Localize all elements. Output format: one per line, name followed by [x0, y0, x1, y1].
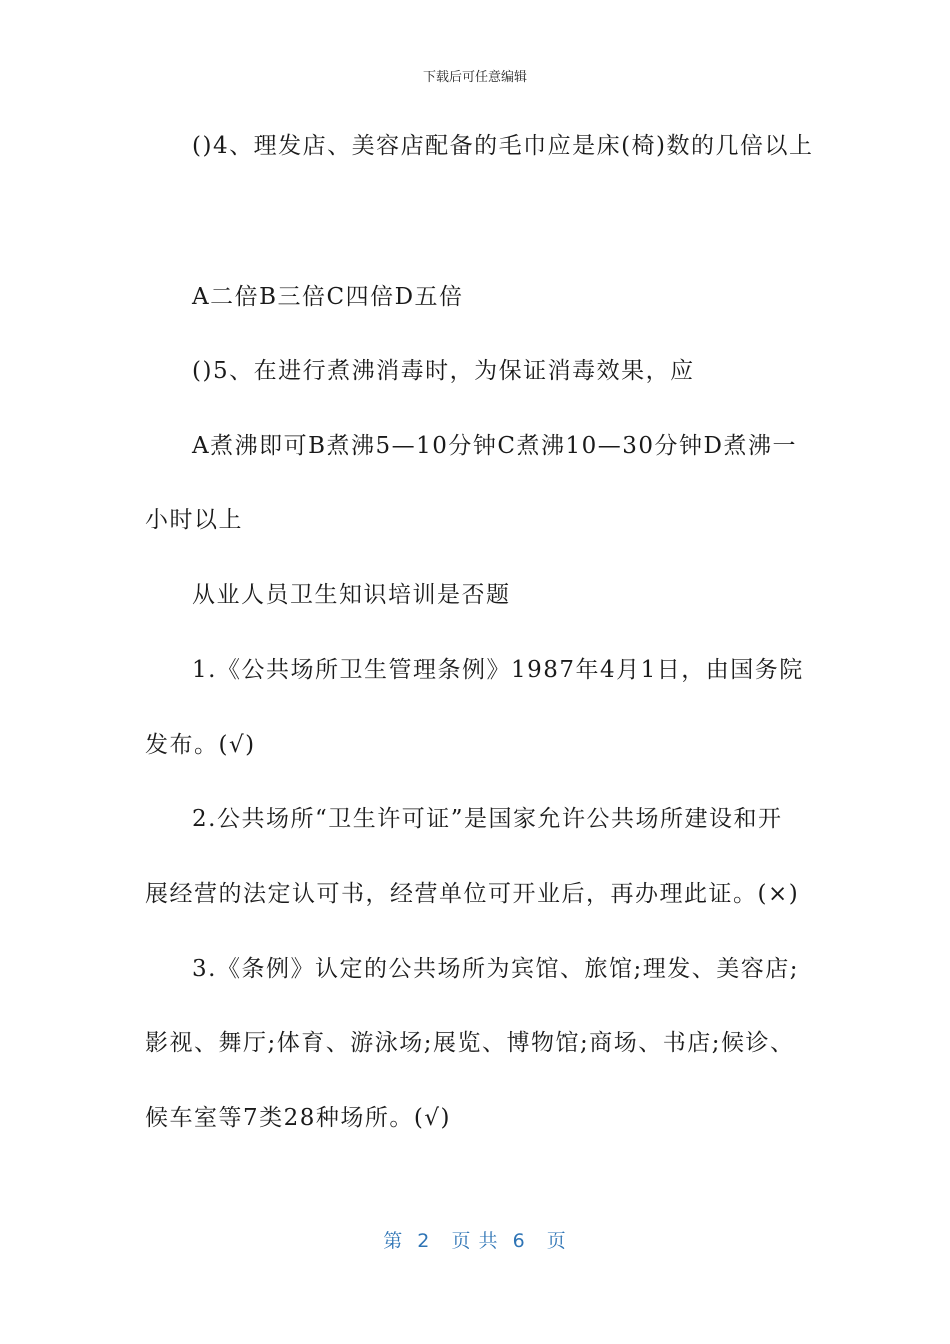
question-4: ()4、理发店、美容店配备的毛巾应是床(椅)数的几倍以上	[192, 133, 814, 159]
item-3: 3.《条例》认定的公共场所为宾馆、旅馆;理发、美容店;	[192, 956, 799, 982]
item-3-continued-2: 候车室等7类28种场所。(√)	[145, 1105, 452, 1131]
item-2: 2.公共场所“卫生许可证”是国家允许公共场所建设和开	[192, 806, 783, 832]
header-note: 下载后可任意编辑	[422, 70, 527, 85]
section-heading: 从业人员卫生知识培训是否题	[192, 582, 511, 608]
item-3-continued: 影视、舞厅;体育、游泳场;展览、博物馆;商场、书店;候诊、	[145, 1030, 795, 1056]
question-5-options: A煮沸即可B煮沸5—10分钟C煮沸10—30分钟D煮沸一	[192, 433, 797, 459]
question-5: ()5、在进行煮沸消毒时，为保证消毒效果，应	[192, 358, 695, 384]
page-number: 第 2 页 共 6 页	[383, 1230, 567, 1252]
item-2-continued: 展经营的法定认可书，经营单位可开业后，再办理此证。(×)	[145, 881, 800, 907]
question-5-options-continued: 小时以上	[145, 507, 243, 533]
item-1: 1.《公共场所卫生管理条例》1987年4月1日，由国务院	[192, 657, 804, 683]
question-4-options: A二倍B三倍C四倍D五倍	[192, 284, 464, 310]
item-1-continued: 发布。(√)	[145, 732, 256, 758]
